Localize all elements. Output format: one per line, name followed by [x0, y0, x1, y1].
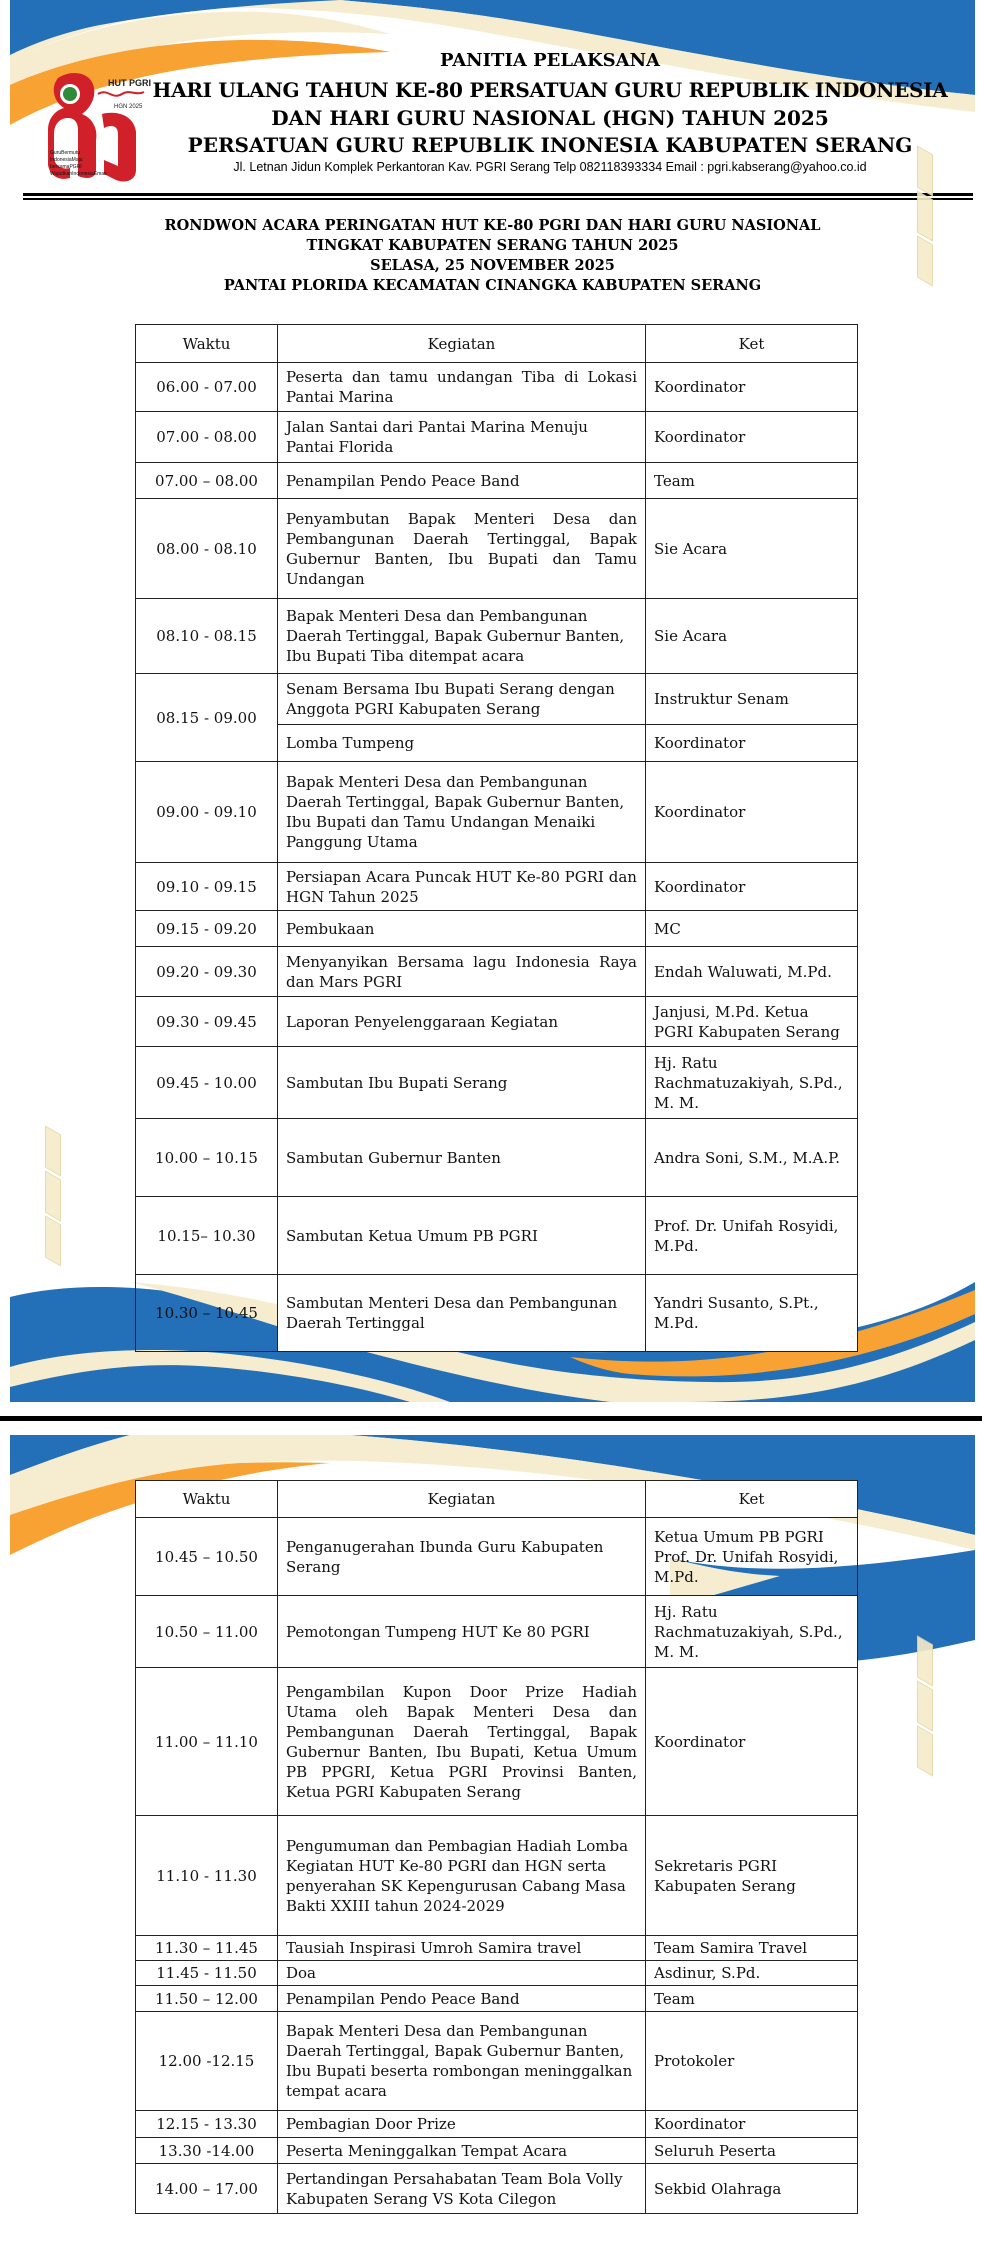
table-row	[136, 997, 858, 1047]
activity-cell: Sambutan Ibu Bupati Serang	[278, 1047, 646, 1119]
activity-cell: Laporan Penyelenggaraan Kegiatan	[278, 997, 646, 1047]
notes-cell: Hj. Ratu Rachmatuzakiyah, S.Pd., M. M.	[646, 1047, 858, 1119]
table-row	[136, 2164, 858, 2214]
logo-hgn-text: HGN 2025	[114, 104, 143, 110]
event-subtitle: DAN HARI GURU NASIONAL (HGN) TAHUN 2025	[271, 106, 829, 130]
activity-cell: Pemotongan Tumpeng HUT Ke 80 PGRI	[278, 1596, 646, 1668]
schedule-table-page-2	[135, 1480, 858, 2214]
activity-cell: Sambutan Ketua Umum PB PGRI	[278, 1197, 646, 1275]
activity-cell: Bapak Menteri Desa dan Pembangunan Daerah Tertinggal, Bapak Gubernur Banten, Ibu Bupati beserta rombongan meninggalkan tempat acara	[278, 2012, 646, 2111]
activity-cell: Pertandingan Persahabatan Team Bola Volly Kabupaten Serang VS Kota Cilegon	[278, 2164, 646, 2214]
notes-cell: MC	[646, 911, 858, 947]
table-row	[136, 1596, 858, 1668]
page-divider	[0, 1416, 982, 1421]
committee-title: PANITIA PELAKSANA	[439, 50, 661, 71]
letterhead-rule-thick	[23, 193, 973, 196]
time-cell: 11.45 - 11.50	[136, 1961, 278, 1986]
time-cell: 10.00 – 10.15	[136, 1119, 278, 1197]
activity-cell: Pengumuman dan Pembagian Hadiah Lomba Kegiatan HUT Ke-80 PGRI dan HGN serta penyerahan SK Kepengurusan Cabang Masa Bakti XXIII tahun 2024-2029	[278, 1816, 646, 1936]
activity-cell: Senam Bersama Ibu Bupati Serang dengan Anggota PGRI Kabupaten Serang	[278, 674, 646, 725]
time-cell: 10.45 – 10.50	[136, 1518, 278, 1596]
notes-cell: Sekbid Olahraga	[646, 2164, 858, 2214]
table-row	[136, 1047, 858, 1119]
table-header-row	[136, 325, 858, 363]
time-cell: 12.00 -12.15	[136, 2012, 278, 2111]
notes-cell: Protokoler	[646, 2012, 858, 2111]
notes-cell: Koordinator	[646, 863, 858, 911]
logo-hut-text: HUT PGRI	[108, 78, 152, 88]
right-diamond-decoration	[917, 1640, 937, 1775]
time-cell: 09.15 - 09.20	[136, 911, 278, 947]
table-row	[136, 1668, 858, 1816]
activity-cell: Pembagian Door Prize	[278, 2111, 646, 2138]
notes-cell: Sie Acara	[646, 499, 858, 599]
table-row	[136, 947, 858, 997]
time-cell: 09.00 - 09.10	[136, 762, 278, 863]
table-row	[136, 499, 858, 599]
notes-cell: Hj. Ratu Rachmatuzakiyah, S.Pd., M. M.	[646, 1596, 858, 1668]
organization-address: Jl. Letnan Jidun Komplek Perkantoran Kav. PGRI Serang Telp 082118393334 Email : pgri.kabserang@yahoo.co.id	[233, 160, 867, 174]
notes-cell: Sie Acara	[646, 599, 858, 674]
logo-tagline-1: GuruBermutu	[50, 150, 81, 156]
notes-cell: Team Samira Travel	[646, 1936, 858, 1961]
notes-cell: Andra Soni, S.M., M.A.P.	[646, 1119, 858, 1197]
activity-cell: Sambutan Gubernur Banten	[278, 1119, 646, 1197]
time-cell: 09.20 - 09.30	[136, 947, 278, 997]
organization-name: PERSATUAN GURU REPUBLIK INONESIA KABUPATEN SERANG	[187, 133, 913, 157]
table-row	[136, 1936, 858, 1961]
table-row	[136, 674, 858, 725]
time-cell: 13.30 -14.00	[136, 2138, 278, 2164]
activity-cell: Bapak Menteri Desa dan Pembangunan Daerah Tertinggal, Bapak Gubernur Banten, Ibu Bupati Tiba ditempat acara	[278, 599, 646, 674]
time-cell: 11.00 – 11.10	[136, 1668, 278, 1816]
activity-cell: Menyanyikan Bersama lagu Indonesia Raya dan Mars PGRI	[278, 947, 646, 997]
left-diamond-decoration	[45, 1130, 65, 1265]
document-page-1	[10, 0, 975, 1402]
letterhead-rule-thin	[23, 198, 973, 200]
notes-cell: Koordinator	[646, 762, 858, 863]
notes-cell: Team	[646, 463, 858, 499]
notes-cell: Koordinator	[646, 412, 858, 463]
activity-cell: Bapak Menteri Desa dan Pembangunan Daerah Tertinggal, Bapak Gubernur Banten, Ibu Bupati dan Tamu Undangan Menaiki Panggung Utama	[278, 762, 646, 863]
table-row	[136, 911, 858, 947]
time-cell: 11.50 – 12.00	[136, 1986, 278, 2012]
table-row	[136, 599, 858, 674]
time-cell: 14.00 – 17.00	[136, 2164, 278, 2214]
notes-cell: Team	[646, 1986, 858, 2012]
table-row	[136, 412, 858, 463]
time-cell: 10.30 – 10.45	[136, 1275, 278, 1352]
activity-cell: Penganugerahan Ibunda Guru Kabupaten Serang	[278, 1518, 646, 1596]
table-row	[136, 2012, 858, 2111]
activity-cell: Sambutan Menteri Desa dan Pembangunan Daerah Tertinggal	[278, 1275, 646, 1352]
table-row	[136, 762, 858, 863]
table-row	[136, 2138, 858, 2164]
logo-tagline-4: WujudkanIndonesiaEmas	[50, 171, 107, 177]
logo-emblem-inner	[63, 87, 77, 101]
time-cell: 11.30 – 11.45	[136, 1936, 278, 1961]
time-cell: 11.10 - 11.30	[136, 1816, 278, 1936]
table-row	[136, 1986, 858, 2012]
time-cell: 09.10 - 09.15	[136, 863, 278, 911]
time-cell: 08.10 - 08.15	[136, 599, 278, 674]
notes-cell: Koordinator	[646, 363, 858, 412]
table-header-row	[136, 1481, 858, 1518]
activity-cell: Pengambilan Kupon Door Prize Hadiah Utama oleh Bapak Menteri Desa dan Pembangunan Daerah Tertinggal, Bapak Gubernur Banten, Ibu Bupati, Ketua Umum PB PPGRI, Ketua PGRI Provinsi Banten, Ketua PGRI Kabupaten Serang	[278, 1668, 646, 1816]
activity-cell: Persiapan Acara Puncak HUT Ke-80 PGRI dan HGN Tahun 2025	[278, 863, 646, 911]
rundown-level: TINGKAT KABUPATEN SERANG TAHUN 2025	[306, 237, 679, 254]
column-header-ket: Ket	[646, 325, 858, 363]
column-header-waktu: Waktu	[136, 1481, 278, 1518]
activity-cell: Penyambutan Bapak Menteri Desa dan Pembangunan Daerah Tertinggal, Bapak Gubernur Banten, Ibu Bupati dan Tamu Undangan	[278, 499, 646, 599]
time-cell: 10.50 – 11.00	[136, 1596, 278, 1668]
time-cell: 09.45 - 10.00	[136, 1047, 278, 1119]
activity-cell: Pembukaan	[278, 911, 646, 947]
notes-cell: Koordinator	[646, 1668, 858, 1816]
table-row	[136, 363, 858, 412]
activity-cell: Penampilan Pendo Peace Band	[278, 1986, 646, 2012]
time-cell: 09.30 - 09.45	[136, 997, 278, 1047]
notes-cell: Prof. Dr. Unifah Rosyidi, M.Pd.	[646, 1197, 858, 1275]
time-cell: 07.00 - 08.00	[136, 412, 278, 463]
activity-cell: Tausiah Inspirasi Umroh Samira travel	[278, 1936, 646, 1961]
table-row	[136, 1119, 858, 1197]
notes-cell: Asdinur, S.Pd.	[646, 1961, 858, 1986]
table-row	[136, 1518, 858, 1596]
notes-cell: Yandri Susanto, S.Pt., M.Pd.	[646, 1275, 858, 1352]
time-cell: 10.15– 10.30	[136, 1197, 278, 1275]
activity-cell: Peserta Meninggalkan Tempat Acara	[278, 2138, 646, 2164]
notes-cell: Sekretaris PGRI Kabupaten Serang	[646, 1816, 858, 1936]
activity-cell: Penampilan Pendo Peace Band	[278, 463, 646, 499]
time-cell: 08.00 - 08.10	[136, 499, 278, 599]
activity-cell: Jalan Santai dari Pantai Marina Menuju Pantai Florida	[278, 412, 646, 463]
schedule-table-page-1	[135, 324, 858, 1352]
notes-cell: Endah Waluwati, M.Pd.	[646, 947, 858, 997]
time-cell: 06.00 - 07.00	[136, 363, 278, 412]
event-title: HARI ULANG TAHUN KE-80 PERSATUAN GURU REPUBLIK INDONESIA	[152, 78, 948, 102]
time-cell: 12.15 - 13.30	[136, 2111, 278, 2138]
column-header-kegiatan: Kegiatan	[278, 1481, 646, 1518]
notes-cell: Seluruh Peserta	[646, 2138, 858, 2164]
activity-cell: Doa	[278, 1961, 646, 1986]
table-row	[136, 1961, 858, 1986]
table-row	[136, 1197, 858, 1275]
table-row	[136, 1275, 858, 1352]
column-header-waktu: Waktu	[136, 325, 278, 363]
column-header-kegiatan: Kegiatan	[278, 325, 646, 363]
notes-cell: Koordinator	[646, 725, 858, 762]
rundown-title: RONDWON ACARA PERINGATAN HUT KE-80 PGRI DAN HARI GURU NASIONAL	[164, 217, 821, 234]
time-cell: 07.00 – 08.00	[136, 463, 278, 499]
table-row	[136, 863, 858, 911]
document-page-2	[10, 1435, 975, 2254]
activity-cell: Lomba Tumpeng	[278, 725, 646, 762]
table-row	[136, 463, 858, 499]
table-row	[136, 2111, 858, 2138]
time-cell: 08.15 - 09.00	[136, 674, 278, 762]
notes-cell: Koordinator	[646, 2111, 858, 2138]
notes-cell: Janjusi, M.Pd. Ketua PGRI Kabupaten Serang	[646, 997, 858, 1047]
activity-cell: Peserta dan tamu undangan Tiba di Lokasi Pantai Marina	[278, 363, 646, 412]
rundown-location: PANTAI PLORIDA KECAMATAN CINANGKA KABUPATEN SERANG	[223, 277, 762, 294]
column-header-ket: Ket	[646, 1481, 858, 1518]
notes-cell: Ketua Umum PB PGRI Prof. Dr. Unifah Rosyidi, M.Pd.	[646, 1518, 858, 1596]
rundown-date: SELASA, 25 NOVEMBER 2025	[370, 257, 615, 274]
logo-tagline-2: IndonesiaMaju	[50, 157, 83, 163]
logo-tagline-3: bersamaPGRI	[50, 164, 82, 170]
table-row	[136, 1816, 858, 1936]
notes-cell: Instruktur Senam	[646, 674, 858, 725]
